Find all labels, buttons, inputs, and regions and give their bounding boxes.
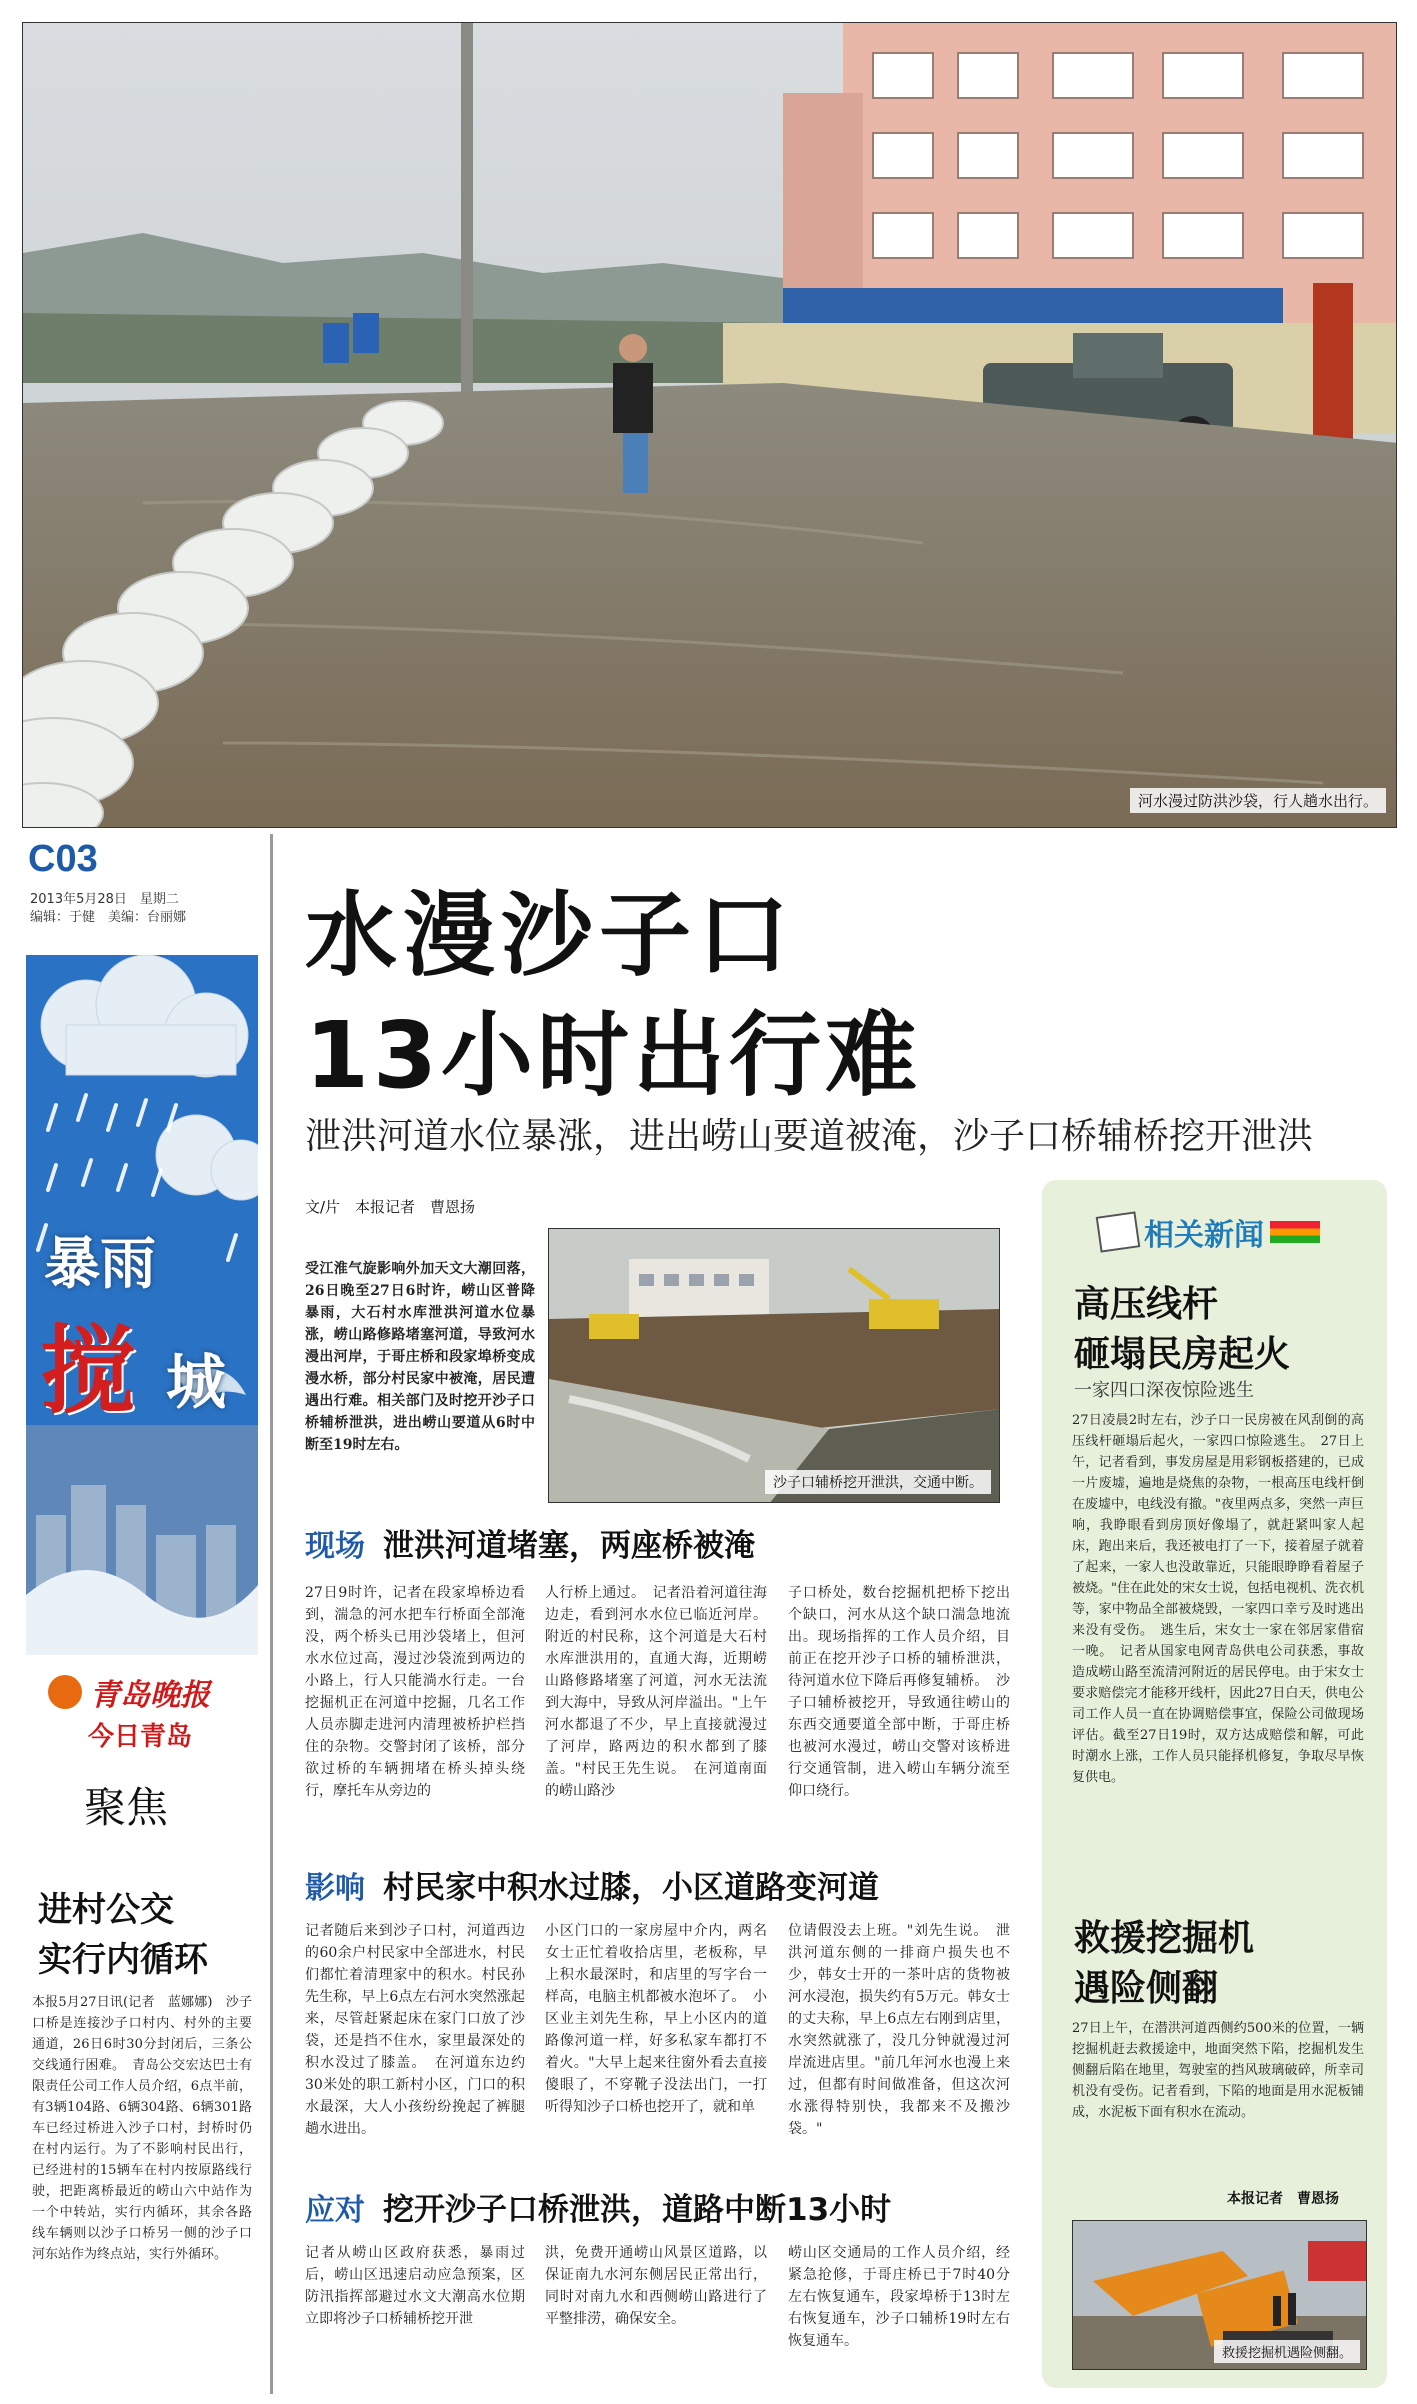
excavator-photo-caption: 救援挖掘机遇险侧翻。 [1214,2340,1360,2363]
byline: 文/片 本报记者 曹恩扬 [305,1198,476,1216]
related-1-subtitle: 一家四口深夜惊险逃生 [1074,1380,1254,1401]
section-1-col-3: 子口桥处，数台挖掘机把桥下挖出个缺口，河水从这个缺口湍急地流出。现场指挥的工作人员介绍，目前正在挖开沙子口桥的辅桥泄洪，待河道水位下降后再修复辅桥。 沙子口辅桥被挖开，导致通往崂山的东西交通要道全部中断，于哥庄桥也被河水漫过，崂山交警对该桥进行交通管制，进入崂山车辆分流至仰口绕行。 [788,1585,1010,1799]
editors-credit: 编辑：于健 美编：台丽娜 [30,910,187,925]
section-heading-2 [305,1862,879,1907]
related-2-title-2: 遇险侧翻 [1074,1968,1219,2009]
logo-swirl-icon [48,1675,82,1709]
left-story-title-2: 实行内循环 [38,1940,208,1980]
headline-line-1: 水漫沙子口 [305,882,796,989]
banner-word-1: 暴雨 [44,1231,156,1297]
section-3-col-3: 崂山区交通局的工作人员介绍，经紧急抢修，于哥庄桥已于7时40分左右恢复通车，段家埠桥于13时左右恢复通车，沙子口辅桥19时左右恢复通车。 [788,2245,1010,2349]
pencil-notepad-icon [1096,1211,1141,1252]
left-story-body: 本报5月27日讯(记者 蓝娜娜) 沙子口桥是连接沙子口村内、村外的主要通道，26日6时30分封闭后，三条公交线通行困难。 青岛公交宏达巴士有限责任公司工作人员介绍，6点半前，有3辆104路、6辆304路、6辆301路车已经过桥进入沙子口村，封桥时仍在村内运行。为了不影响村民出行，已经进村的15辆车在村内按原路线行驶，把距离桥最近的崂山六中站作为一个中转站，实行内循环，其余各路线车辆则以沙子口桥另一侧的沙子口河东站作为终点站，实行外循环。 [32,1995,252,2262]
related-1-title-1: 高压线杆 [1074,1284,1219,1325]
section-name: 今日青岛 [88,1722,193,1752]
related-2-body: 27日上午，在潜洪河道西侧约500米的位置，一辆挖掘机赶去救援途中，地面突然下陷，挖掘机发生侧翻后陷在地里，驾驶室的挡风玻璃破碎，所幸司机没有受伤。记者看到，下陷的地面是用水泥板铺成，水泥板下面有积水在流动。 [1072,2021,1364,2120]
section-tag: 影响 [305,1871,365,1906]
banner-word-3: 城 [166,1348,226,1418]
mid-photo [548,1228,1000,1503]
left-story-title-1: 进村公交 [38,1890,174,1930]
related-1-title-2: 砸塌民房起火 [1074,1334,1291,1375]
issue-date: 2013年5月28日 星期二 [30,892,179,907]
section-title: 挖开沙子口桥泄洪，道路中断13小时 [383,2192,892,2228]
section-heading-3 [305,2184,891,2229]
section-tag: 现场 [305,1529,365,1564]
logo-text: 青岛晚报 [90,1678,210,1713]
banner-word-2: 搅 [40,1314,136,1427]
column-name: 聚焦 [84,1783,169,1832]
column-divider [270,834,273,2394]
top-photo [22,22,1397,828]
color-stripes-icon [1270,1221,1320,1243]
excavator-photo [1072,2220,1367,2370]
mid-photo-caption: 沙子口辅桥挖开泄洪，交通中断。 [765,1470,991,1494]
lead-paragraph: 受江淮气旋影响外加天文大潮回落，26日晚至27日6时许，崂山区普降暴雨，大石村水库泄洪河道水位暴涨，崂山路修路堵塞河道，导致河水漫出河岸，于哥庄桥和段家埠桥变成漫水桥，部分村民家中被淹，居民遭遇出行难。相关部门及时挖开沙子口桥辅桥泄洪，进出崂山要道从6时中断至19时左右。 [305,1261,535,1453]
newspaper-logo [48,1670,210,1714]
section-title: 泄洪河道堵塞，两座桥被淹 [383,1528,755,1564]
related-2-title-1: 救援挖掘机 [1074,1918,1255,1959]
section-2-col-2: 小区门口的一家房屋中介内，两名女士正忙着收拾店里，老板称，早上积水最深时，和店里的写字台一样高，电脑主机都被水泡坏了。 小区业主刘先生称，早上小区内的道路像河道一样，好多私家车都打不着火。"大早上起来往窗外看去直接傻眼了，不穿靴子没法出门，一打听得知沙子口桥也挖开了，就和单 [545,1923,767,2115]
section-tag: 应对 [305,2193,365,2228]
page-number: C03 [28,838,98,880]
related-news-label: 相关新闻 [1098,1210,1320,1254]
section-2-col-3: 位请假没去上班。"刘先生说。 泄洪河道东侧的一排商户损失也不少，韩女士开的一茶叶店的货物被河水浸泡，损失约有5万元。韩女士的丈夫称，早上6点左右刚到店里，水突然就涨了，没几分钟就漫过河岸流进店里。"前几年河水也漫上来过，但都有时间做准备，但这次河水涨得特别快，我都来不及搬沙袋。" [788,1923,1010,2137]
related-1-body: 27日凌晨2时左右，沙子口一民房被在风刮倒的高压线杆砸塌后起火，一家四口惊险逃生。 27日上午，记者看到，事发房屋是用彩钢板搭建的，已成一片废墟，遍地是烧焦的杂物，一根高压电线杆倒在废墟中，电线没有撤。"夜里两点多，突然一声巨响，我睁眼看到房顶好像塌了，就赶紧叫家人起床，跑出来后，我还被电打了一下，接着屋子就着了起来，一家人也没敢靠近，只能眼睁睁看着屋子被烧。"住在此处的宋女士说，包括电视机、洗衣机等，家中物品全部被烧毁，一家四口幸亏及时逃出来没有受伤。 逃生后，宋女士一家在邻居家借宿一晚。 记者从国家电网青岛供电公司获悉，事故造成崂山路至流清河附近的居民停电。由于宋女士要求赔偿完才能移开线杆，因此27日白天，供电公司工作人员一直在协调赔偿事宜，保险公司做现场评估。截至27日19时，双方达成赔偿和解，可此时潮水上涨，工作人员只能择机修复，争取尽早恢复供电。 [1072,1413,1364,1785]
top-photo-caption: 河水漫过防洪沙袋，行人趟水出行。 [1130,788,1386,813]
section-1-col-1: 27日9时许，记者在段家埠桥边看到，湍急的河水把车行桥面全部淹没，两个桥头已用沙袋堵上，但河水水位过高，漫过沙袋流到两边的小路上，行人只能淌水行走。一台挖掘机正在河道中挖掘，几名工作人员赤脚走进河内清理被桥护栏挡住的杂物。交警封闭了该桥，部分欲过桥的车辆拥堵在桥头掉头绕行，摩托车从旁边的 [305,1585,525,1799]
headline-line-2: 13小时出行难 [305,1002,922,1109]
section-title: 村民家中积水过膝，小区道路变河道 [383,1870,879,1906]
section-2-col-1: 记者随后来到沙子口村，河道西边的60余户村民家中全部进水，村民们都忙着清理家中的积水。村民孙先生称，早上6点左右河水突然涨起来，尽管赶紧起床在家门口放了沙袋，还是挡不住水，家里最深处的积水没过了膝盖。 在河道东边约30米处的职工新村小区，门口的积水最深，大人小孩纷纷挽起了裤腿趟水进出。 [305,1923,525,2137]
flood-scene-image [23,23,1397,828]
section-3-col-1: 记者从崂山区政府获悉，暴雨过后，崂山区迅速启动应急预案，区防汛指挥部避过水文大潮高水位期立即将沙子口桥辅桥挖开泄 [305,2245,525,2327]
excavator-river-image [549,1229,1000,1503]
section-3-col-2: 洪，免费开通崂山风景区道路，以保证南九水河东侧居民正常出行，同时对南九水和西侧崂山路进行了平整排涝，确保安全。 [545,2245,767,2327]
section-heading-1 [305,1520,755,1565]
section-1-col-2: 人行桥上通过。 记者沿着河道往海边走，看到河水水位已临近河岸。附近的村民称，这个河道是大石村水库泄洪用的，直通大海，近期崂山路修路堵塞了河道，河水无法流到大海中，导致从河岸溢出。"上午河水都退了不少，早上直接就漫过了河岸，路两边的积水都到了膝盖。"村民王先生说。 在河道南面的崂山路沙 [545,1585,767,1799]
related-news-sidebar [1042,1180,1387,2388]
headline-deck: 泄洪河道水位暴涨，进出崂山要道被淹，沙子口桥辅桥挖开泄洪 [305,1116,1314,1157]
section-banner [26,955,258,1655]
related-2-byline: 本报记者 曹恩扬 [1227,2191,1339,2207]
